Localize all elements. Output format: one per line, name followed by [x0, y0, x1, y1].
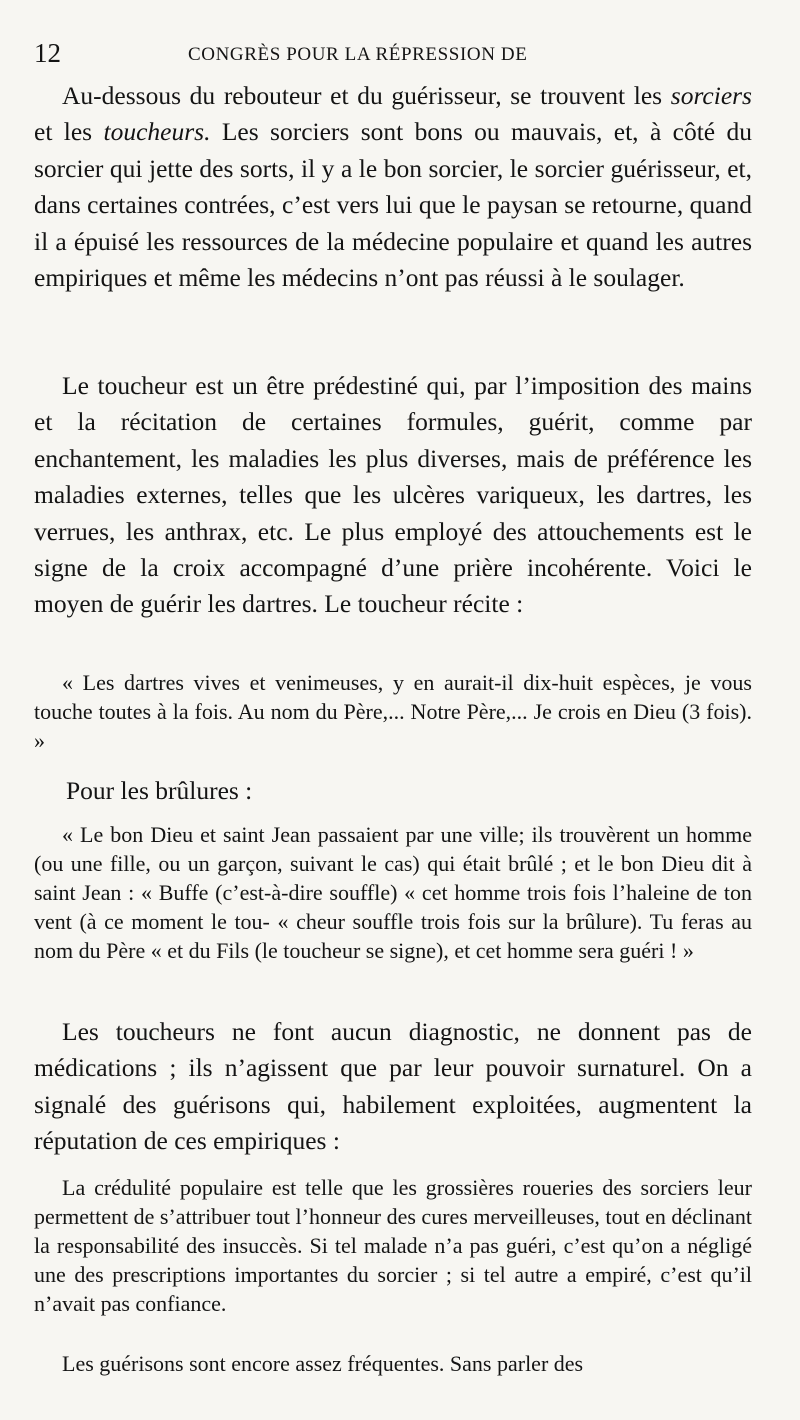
- page-number: 12: [34, 38, 61, 68]
- quote-dartres: « Les dartres vives et venimeuses, y en aurait-il dix-huit espèces, je vous touche toutes à la fois. Au nom du Père,... Notre Père,... Je crois en Dieu (3 fois). »: [34, 670, 752, 753]
- heading-brulures: Pour les brûlures :: [66, 776, 253, 805]
- paragraph-guerisons: Les guérisons sont encore assez fréquentes. Sans parler des: [62, 1351, 584, 1376]
- page-header: [30, 38, 730, 78]
- paragraph-rest-text: Les sorciers sont bons ou mauvais, et, à côté du sorcier qui jette des sorts, il y a le bon sorcier, le sorcier guérisseur, et, dans certaines contrées, c’est vers lui que le paysan se retourne, quand il a épuisé les ressources de la médecine populaire et quand les autres empiriques et même les médecins n’ont pas réussi à le soulager.: [34, 117, 752, 293]
- paragraph-diagnostic: Les toucheurs ne font aucun diagnostic, ne donnent pas de médications ; ils n’agissent que par leur pouvoir surnaturel. On a signalé des guérisons qui, habilement exploitées, augmentent la réputation de ces empiriques :: [34, 1017, 752, 1156]
- quote-brulures: « Le bon Dieu et saint Jean passaient par une ville; ils trouvèrent un homme (ou une fille, ou un garçon, suivant le cas) qui était brûlé ; et le bon Dieu dit à saint Jean : « Buffe (c’est-à-dire souffle) « cet homme trois fois l’haleine de ton vent (à ce moment le tou- « cheur souffle trois fois sur la brûlure). Tu feras au nom du Père « et du Fils (le toucheur se signe), et cet homme sera guéri ! »: [34, 822, 752, 963]
- term-sorciers: sorciers: [670, 81, 752, 110]
- term-toucheurs: toucheurs.: [103, 117, 211, 147]
- running-title: CONGRÈS POUR LA RÉPRESSION DE: [188, 44, 528, 65]
- quote-credulite: La crédulité populaire est telle que les grossières roueries des sorciers leur permettent de s’attribuer tout l’honneur des cures merveilleuses, tout en déclinant la responsabilité des insuccès. Si tel malade n’a pas guéri, c’est qu’on a négligé une des prescriptions importantes du sorcier ; si tel autre a empiré, c’est qu’il n’avait pas confiance.: [34, 1175, 752, 1316]
- paragraph-toucheur: Le toucheur est un être prédestiné qui, par l’imposition des mains et la récitation de certaines formules, guérit, comme par enchantement, les maladies les plus diverses, mais de préférence les maladies externes, telles que les ulcères variqueux, les dartres, les verrues, les anthrax, etc. Le plus employé des attouchements est le signe de la croix accompagné d’une prière incohérente. Voici le moyen de guérir les dartres. Le toucheur récite :: [34, 371, 752, 619]
- paragraph-sorciers: [34, 78, 752, 296]
- paragraph-mid-text: et les: [34, 117, 104, 147]
- paragraph-intro-text: Au-dessous du rebouteur et du guérisseur, se trouvent les: [62, 81, 671, 110]
